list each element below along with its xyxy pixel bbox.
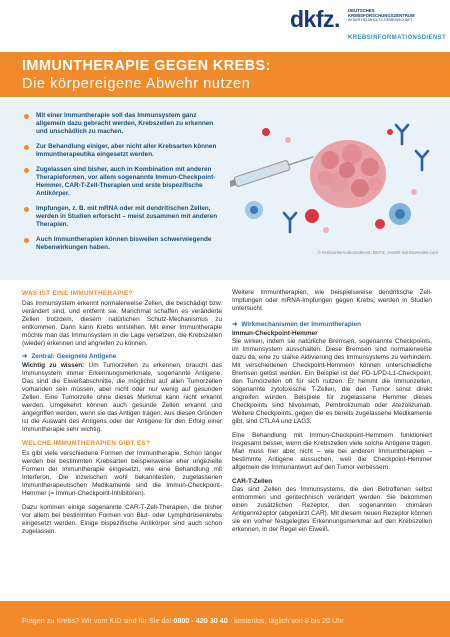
subsection-heading-text: Zentral: Geeignete Antigene [31, 353, 117, 360]
paragraph-bold-lead: Wichtig zu wissen: [22, 362, 85, 369]
tumor-cell-cluster [310, 140, 386, 208]
section-heading: WAS IST EINE IMMUNTHERAPIE? [22, 290, 133, 297]
paragraph: Weitere Immuntherapien, wie beispielsweise dendritische Zell-Impfungen oder mRNA-Impfungen gegen Krebs, werden in Studien untersucht. [232, 289, 432, 312]
paragraph: Das sind Zellen des Immunsystems, die den Betroffenen selbst entnommen und gentechnisch verändert werden. Sie bekommen einen zusätzlichen Rezeptor, den sogenannten chimären Antigenrezeptor (abgekürzt CAR). Mit diesem neuen Rezeptor können sie ein vorher festgelegtes Erkennungsmerkmal auf den Krebszellen erkennen, in der Regel ein Eiweiß. [232, 486, 432, 533]
subsection-heading-text: Wirkmechanismen der Immuntherapien [241, 321, 361, 328]
page-header [0, 0, 450, 52]
subsection-heading [22, 352, 222, 360]
logo-wordmark: dkfz. [290, 6, 340, 32]
summary-item: Zur Behandlung einiger, aber nicht aller Krebsarten können Immuntherapeutika eingesetzt werden. [22, 143, 218, 159]
page-title: IMMUNTHERAPIE GEGEN KREBS: [22, 58, 271, 74]
page-subtitle: Die körpereigene Abwehr nutzen [22, 76, 251, 92]
arrow-right-icon: ➜ [232, 321, 238, 328]
summary-item: Impfungen, z. B. mit mRNA oder mit dendritischen Zellen, werden in Studien erforscht – meist zusammen mit anderen Therapien. [22, 205, 218, 229]
t-cell-icon [245, 201, 411, 225]
footer-hours: · kostenlos, täglich von 8 bis 20 Uhr [229, 616, 344, 625]
right-column [232, 289, 432, 534]
arrow-right-icon: ➜ [22, 353, 28, 360]
illustration-credit: © Krebsinformationsdienst, DKFZ, erstellt mit Biorender.com [317, 250, 438, 255]
paragraph-text: Um Tumorzellen zu erkennen, braucht das Immunsystem immer Erkennungsmerkmale, sogenannte Antigene. Das sind die Eiweißabschnitte, die möglichst auf allen Tumorzellen vorhanden sein müssen, aber nicht oder nur wenig auf gesunden Zellen. Eine Tumorzelle ohne dieses Merkmal kann nicht erkannt werden. Umgekehrt können auch gesunde Zellen erkannt und angegriffen werden, wenn sie das Antigen tragen. Aus diesen Gründen ist die Auswahl des Antigens oder der Antigene für den Erfolg einer Immuntherapie sehr wichtig. [22, 362, 222, 433]
section-heading: WELCHE IMMUNTHERAPIEN GIBT ES? [22, 440, 151, 447]
logo-line2: KREBSFORSCHUNGSZENTRUM [348, 13, 415, 18]
footer-contact [22, 616, 344, 625]
summary-list [22, 112, 218, 259]
logo-line3: IN DER HELMHOLTZ-GEMEINSCHAFT [348, 18, 413, 22]
dkfz-logo[interactable] [290, 6, 447, 46]
logo-subtitle [348, 8, 440, 23]
paragraph: Es gibt viele verschiedene Formen der Immuntherapie. Schon länger werden bei bestimmten Krebsarten beispielsweise eher ungezielte Formen der Immuntherapie eingesetzt, wie eine Behandlung mit Interferon. Die inzwischen wohl bekanntesten, zugelassenen Immuntherapeutischen Medikamente sind die Immun-Checkpoint-Hemmer (= Immun-Checkpoint-Inhibitoren). [22, 450, 222, 497]
syringe-icon [230, 152, 315, 190]
subsection-heading [232, 320, 432, 328]
summary-item: Zugelassen sind bisher, auch in Kombination mit anderen Therapieformen, vor allem sogenannte Immun-Checkpoint-Hemmer, CAR-T-Zell-Therapien und erste bispezifische Antikörper. [22, 166, 218, 198]
left-column [22, 290, 222, 536]
immunotherapy-illustration [230, 112, 442, 247]
paragraph: Dazu kommen einige sogenannte CAR-T-Zell-Therapien, die bisher vor allem bei bestimmten Formen von Blut- oder Lymphdrüsenkrebs eingesetzt werden. Einige bispezifische Antikörper sind auch schon zugelassen. [22, 504, 222, 535]
topic-heading: Immun-Checkpoint-Hemmer [232, 330, 318, 337]
summary-item: Auch Immuntherapien können bisweilen schwerwiegende Nebenwirkungen haben. [22, 236, 218, 252]
topic-heading: CAR-T-Zellen [232, 478, 273, 485]
footer-question: Fragen zu Krebs? Wir vom KID sind für Sie da! [22, 616, 172, 625]
paragraph: Sie wirken, indem sie natürliche Bremsen, sogenannte Checkpoints, im Immunsystem ausschalten. Diese Bremsen sind normalerweise dazu da, eine zu starke Aktivierung des Immunsystems zu verhindern. Mit verschiedenen Checkpoint-Hemmern können unterschiedliche Bremsen gelöst werden. Ein Beispiel ist der PD-1/PD-L1-Checkpoint, den Tumorzellen oft für sich nutzen. Er hemmt die Immunzellen, sogenannte zytotoxische T-Zellen, die den Tumor sonst direkt angreifen würden. Beispiele für zugelassene Hemmer dieses Checkpoints sind Nivolumab, Pembrolizumab oder Atezolizumab. Weitere Checkpoints, gegen die es bereits zugelassene Medikamente gibt, sind CTLA4 und LAG3. [232, 338, 432, 425]
logo-kid: KREBSINFORMATIONSDIENST [348, 35, 447, 41]
paragraph: Das Immunsystem erkennt normalerweise Zellen, die beschädigt bzw. verändert sind, und entfernt sie. Manchmal schaffen es veränderte Zellen trotzdem, diesem natürlichen Schutz-Mechanismus zu entkommen. Dann kann Krebs entstehen. Mit einer Immuntherapie möchte man das Immunsystem in die Lage versetzen, die Krebszellen (wieder) erkennen und angreifen zu können. [22, 300, 222, 347]
paragraph: Eine Behandlung mit Immun-Checkpoint-Hemmern funktioniert insgesamt besser, wenn die Krebszellen viele solche Antigene tragen. Man muss hier aber nicht – wie bei anderen Immuntherapien – bestimmte Antigene aussuchen, weil die Checkpoint-Hemmer allgemein die Immunantwort auf den Tumor verbessern. [232, 432, 432, 471]
summary-item: Mit einer Immuntherapie soll das Immunsystem ganz allgemein dazu gebracht werden, Krebszellen zu erkennen und unschädlich zu machen. [22, 112, 218, 136]
paragraph [22, 362, 222, 434]
logo-line1: DEUTSCHES [348, 8, 375, 13]
footer-phone-link[interactable]: 0800 - 420 30 40 [173, 616, 228, 625]
